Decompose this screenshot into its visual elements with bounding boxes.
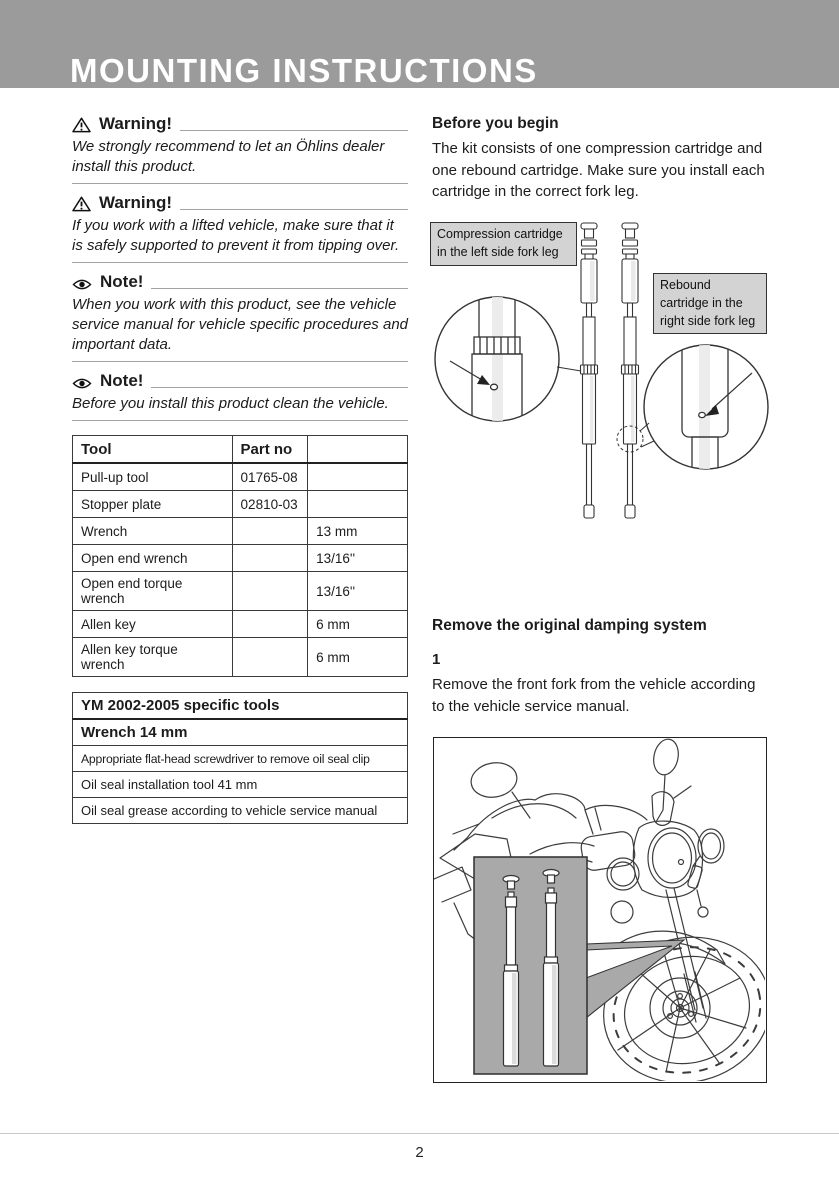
warning-triangle-icon [72,196,91,212]
table-row [73,545,408,572]
tool-size: 6 mm [308,638,408,677]
note-text: When you work with this product, see the vehicle service manual for vehicle specific procedures and important data. [72,295,408,362]
tool-name: Open end wrench [73,545,233,572]
tool-name: Allen key [73,611,233,638]
right-column [432,112,769,1172]
remove-damping-heading: Remove the original damping system [432,617,707,634]
warning-heading: Warning! [99,114,173,133]
footer-divider [0,1133,839,1134]
tool-name: Open end torque wrench [73,572,233,611]
before-you-begin-text: The kit consists of one compression cartridge and one rebound cartridge. Make sure you install each cartridge in the correct fork leg. [432,140,765,200]
table-row [73,518,408,545]
tool-partno: 02810-03 [232,491,308,518]
tool-partno [232,518,308,545]
step-number: 1 [432,651,441,668]
magnifier-circle-right [640,333,768,479]
table-row [73,772,408,798]
table-row [73,611,408,638]
step-text: Remove the front fork from the vehicle according to the vehicle service manual. [432,676,756,715]
tool-size: 13/16'' [308,545,408,572]
warning-heading-row [72,193,408,213]
table-row [73,798,408,824]
table-row [73,572,408,611]
specific-tool: Wrench 14 mm [73,719,408,746]
eye-icon [72,377,92,390]
warning-block-1 [72,114,408,184]
tool-table [72,435,408,677]
compression-cartridge-label: Compression cartridge in the left side fork leg [430,222,577,266]
table-row [73,463,408,491]
specific-tool: Appropriate flat-head screwdriver to remove oil seal clip [73,746,408,772]
rebound-cartridge-drawing [622,223,639,518]
specific-tools-table [72,692,408,824]
magnifier-circle-left [435,285,581,435]
compression-cartridge-drawing [581,223,598,518]
table-row [73,491,408,518]
tool-partno [232,638,308,677]
tool-name: Allen key torque wrench [73,638,233,677]
warning-triangle-icon [72,117,91,133]
tool-size: 13/16'' [308,572,408,611]
heading-rule [180,209,408,210]
tool-partno [232,545,308,572]
col-header-size [308,436,408,464]
header-bar [0,0,839,88]
tool-size [308,463,408,491]
motorcycle-line-art [434,738,765,1081]
note-heading: Note! [100,272,144,291]
tool-table-header-row [73,436,408,464]
note-block-2 [72,371,408,421]
col-header-tool: Tool [73,436,233,464]
table-row [73,719,408,746]
page-title: MOUNTING INSTRUCTIONS [70,52,538,89]
specific-tools-title: YM 2002-2005 specific tools [73,693,408,720]
left-column [72,114,408,824]
tool-size [308,491,408,518]
fork-cartridge-diagram [430,215,770,605]
page-number: 2 [415,1144,424,1161]
specific-tools-title-row [73,693,408,720]
note-heading-row [72,272,408,292]
warning-block-2 [72,193,408,263]
note-block-1 [72,272,408,362]
specific-tool: Oil seal grease according to vehicle service manual [73,798,408,824]
heading-rule [151,387,408,388]
tool-name: Wrench [73,518,233,545]
tool-size: 13 mm [308,518,408,545]
table-row [73,746,408,772]
before-you-begin-heading: Before you begin [432,115,559,132]
rebound-cartridge-label: Rebound cartridge in the right side fork leg [653,273,767,334]
warning-text: If you work with a lifted vehicle, make sure that it is safely supported to prevent it from tipping over. [72,216,408,263]
motorcycle-illustration [433,737,767,1083]
tool-name: Stopper plate [73,491,233,518]
tool-partno [232,611,308,638]
note-heading-row [72,371,408,391]
tool-partno [232,572,308,611]
table-row [73,638,408,677]
tool-name: Pull-up tool [73,463,233,491]
warning-heading: Warning! [99,193,173,212]
warning-heading-row [72,114,408,134]
col-header-partno: Part no [232,436,308,464]
specific-tool: Oil seal installation tool 41 mm [73,772,408,798]
tool-size: 6 mm [308,611,408,638]
warning-text: We strongly recommend to let an Öhlins dealer install this product. [72,137,408,184]
remove-damping-section [432,614,769,717]
tool-partno: 01765-08 [232,463,308,491]
eye-icon [72,278,92,291]
heading-rule [151,288,408,289]
cartridge-inset-panel [474,857,684,1074]
heading-rule [180,130,408,131]
note-text: Before you install this product clean the vehicle. [72,394,408,421]
note-heading: Note! [100,371,144,390]
